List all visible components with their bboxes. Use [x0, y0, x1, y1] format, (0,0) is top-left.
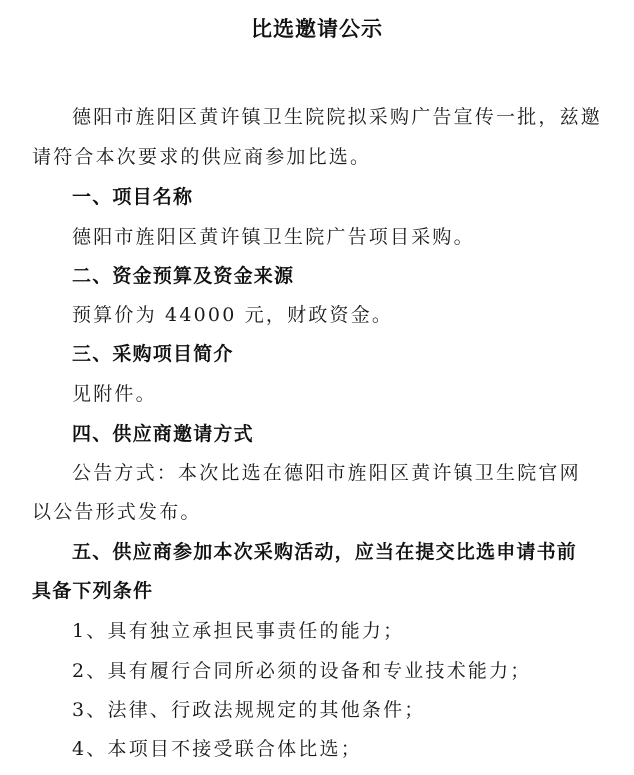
section-2-body: 预算价为 44000 元，财政资金。	[72, 304, 394, 326]
section-5-heading-line-2: 具备下列条件	[32, 580, 154, 602]
intro-line-1: 德阳市旌阳区黄许镇卫生院院拟采购广告宣传一批，兹邀	[72, 106, 603, 128]
condition-item-1: 1、具有独立承担民事责任的能力；	[72, 620, 405, 642]
section-4-body-line-2: 以公告形式发布。	[32, 501, 202, 523]
document-title: 比选邀请公示	[251, 17, 383, 41]
section-5-heading-line-1: 五、供应商参加本次采购活动，应当在提交比选申请书前	[72, 541, 578, 563]
intro-line-2: 请符合本次要求的供应商参加比选。	[32, 146, 372, 168]
section-3-body: 见附件。	[72, 383, 157, 405]
section-4-heading: 四、供应商邀请方式	[72, 423, 254, 445]
condition-item-2: 2、具有履行合同所必须的设备和专业技术能力；	[72, 660, 532, 682]
section-2-heading: 二、资金预算及资金来源	[72, 265, 295, 287]
condition-item-4: 4、本项目不接受联合体比选；	[72, 738, 362, 760]
condition-item-3: 3、法律、行政法规规定的其他条件；	[72, 699, 426, 721]
section-3-heading: 三、采购项目简介	[72, 343, 234, 365]
section-4-body-line-1: 公告方式：本次比选在德阳市旌阳区黄许镇卫生院官网	[72, 462, 581, 484]
section-1-heading: 一、项目名称	[72, 186, 194, 208]
section-1-body: 德阳市旌阳区黄许镇卫生院广告项目采购。	[72, 226, 475, 248]
